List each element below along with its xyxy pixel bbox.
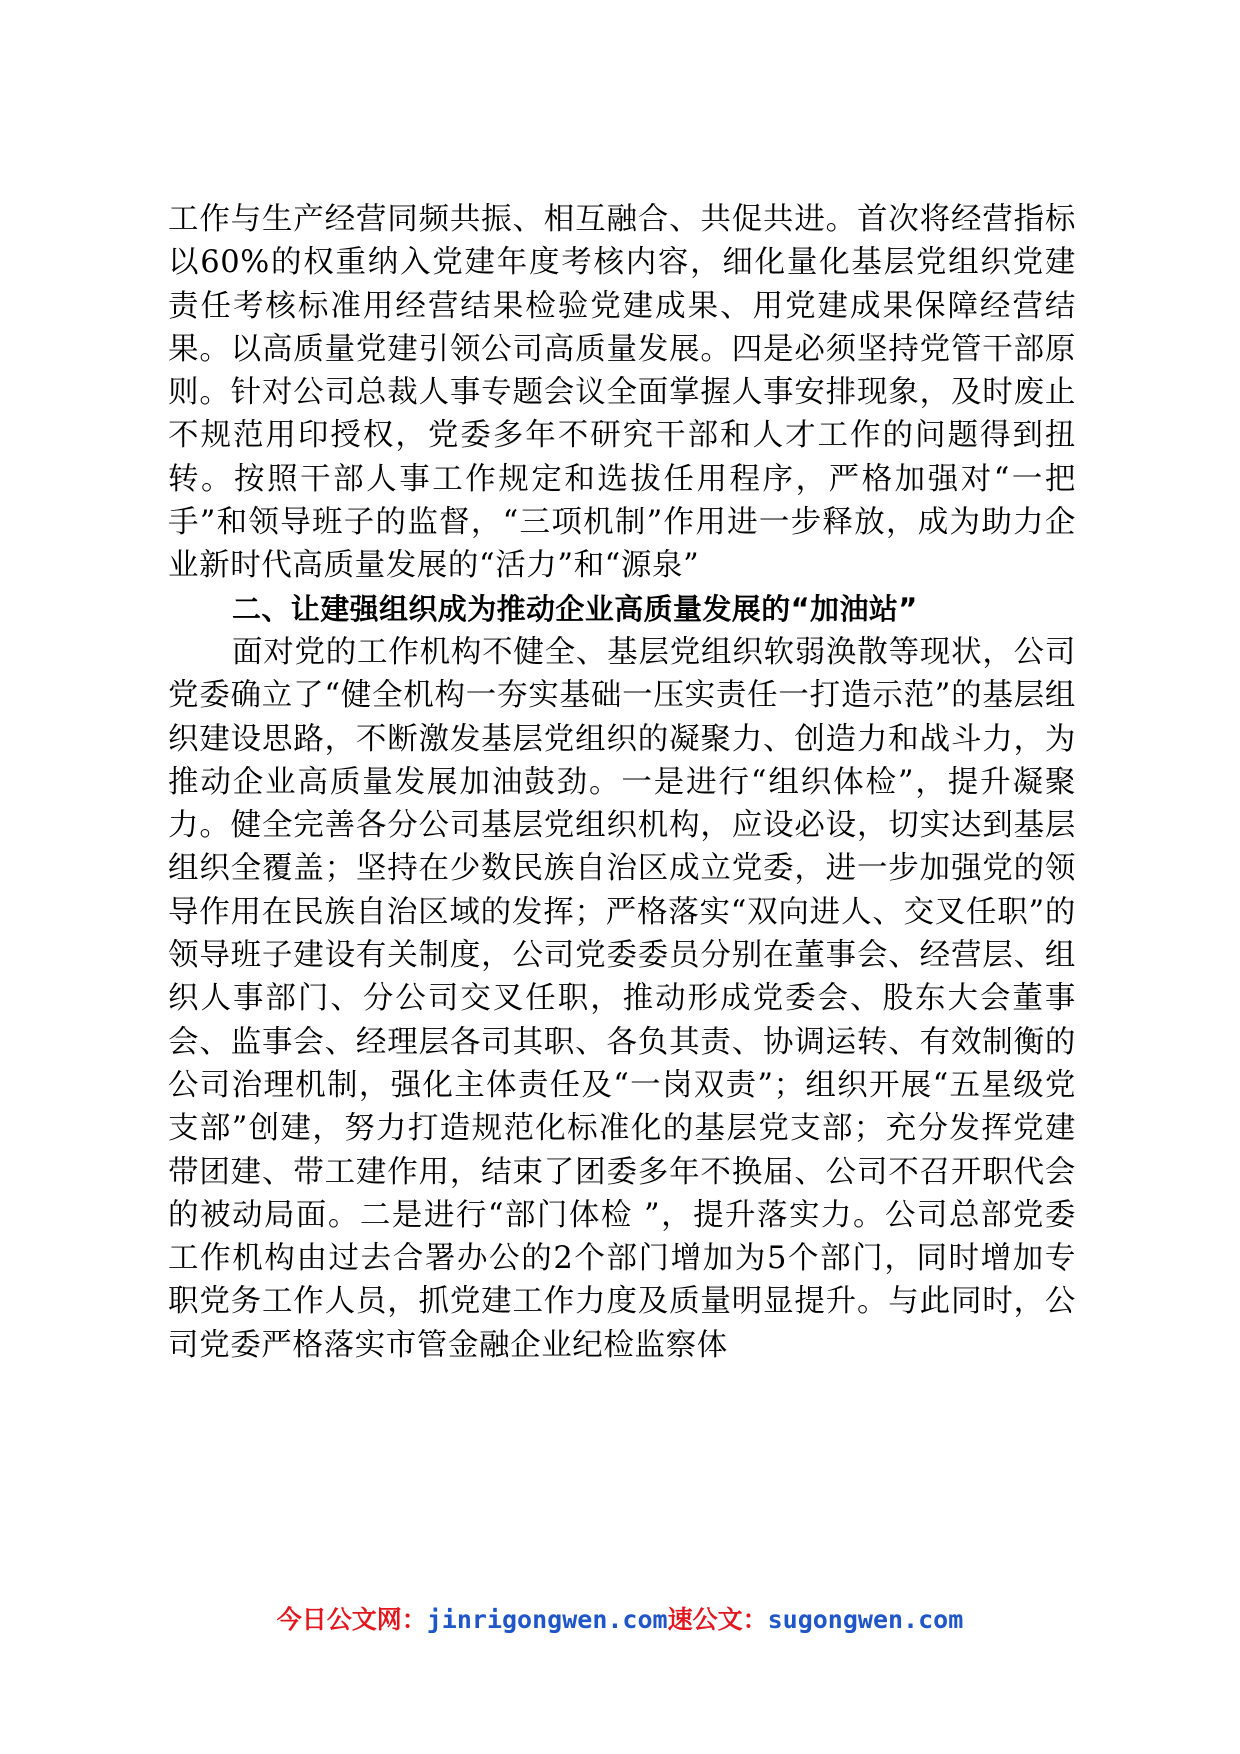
footer-watermark — [0, 1600, 1240, 1640]
footer-site2-link[interactable]: sugongwen.com — [767, 1605, 964, 1634]
footer-site2-label: 速公文： — [667, 1605, 768, 1634]
footer-site1-link[interactable]: jinrigongwen.com — [426, 1605, 668, 1634]
section-heading: 二、让建强组织成为推动企业高质量发展的“加油站” — [232, 591, 918, 626]
body-paragraph: 工作与生产经营同频共振、相互融合、共促共进。首次将经营指标以60%的权重纳入党建年度考核内容，细化量化基层党组织党建责任考核标准用经营结果检验党建成果、用党建成果保障经营结果。以高质量党建引领公司高质量发展。四是必须坚持党管干部原则。针对公司总裁人事专题会议全面掌握人事安排现象，及时废止不规范用印授权，党委多年不研究干部和人才工作的问题得到扭转。按照干部人事工作规定和选拔任用程序，严格加强对“一把手”和领导班子的监督，“三项机制”作用进一步释放，成为助力企业新时代高质量发展的“活力”和“源泉” — [168, 202, 1076, 584]
document-body — [168, 198, 1076, 1367]
body-paragraph: 面对党的工作机构不健全、基层党组织软弱涣散等现状，公司党委确立了“健全机构一夯实基础一压实责任一打造示范”的基层组织建设思路，不断激发基层党组织的凝聚力、创造力和战斗力，为推动企业高质量发展加油鼓劲。一是进行“组织体检”，提升凝聚力。健全完善各分公司基层党组织机构，应设必设，切实达到基层组织全覆盖；坚持在少数民族自治区成立党委，进一步加强党的领导作用在民族自治区域的发挥；严格落实“双向进人、交叉任职”的领导班子建设有关制度，公司党委委员分别在董事会、经营层、组织人事部门、分公司交叉任职，推动形成党委会、股东大会董事会、监事会、经理层各司其职、各负其责、协调运转、有效制衡的公司治理机制，强化主体责任及“一岗双责”；组织开展“五星级党支部”创建，努力打造规范化标准化的基层党支部；充分发挥党建带团建、带工建作用，结束了团委多年不换届、公司不召开职代会的被动局面。二是进行“部门体检 ”，提升落实力。公司总部党委工作机构由过去合署办公的2个部门增加为5个部门，同时增加专职党务工作人员，抓党建工作力度及质量明显提升。与此同时，公司党委严格落实市管金融企业纪检监察体 — [168, 634, 1076, 1363]
footer-site1-label: 今日公文网： — [276, 1605, 427, 1634]
